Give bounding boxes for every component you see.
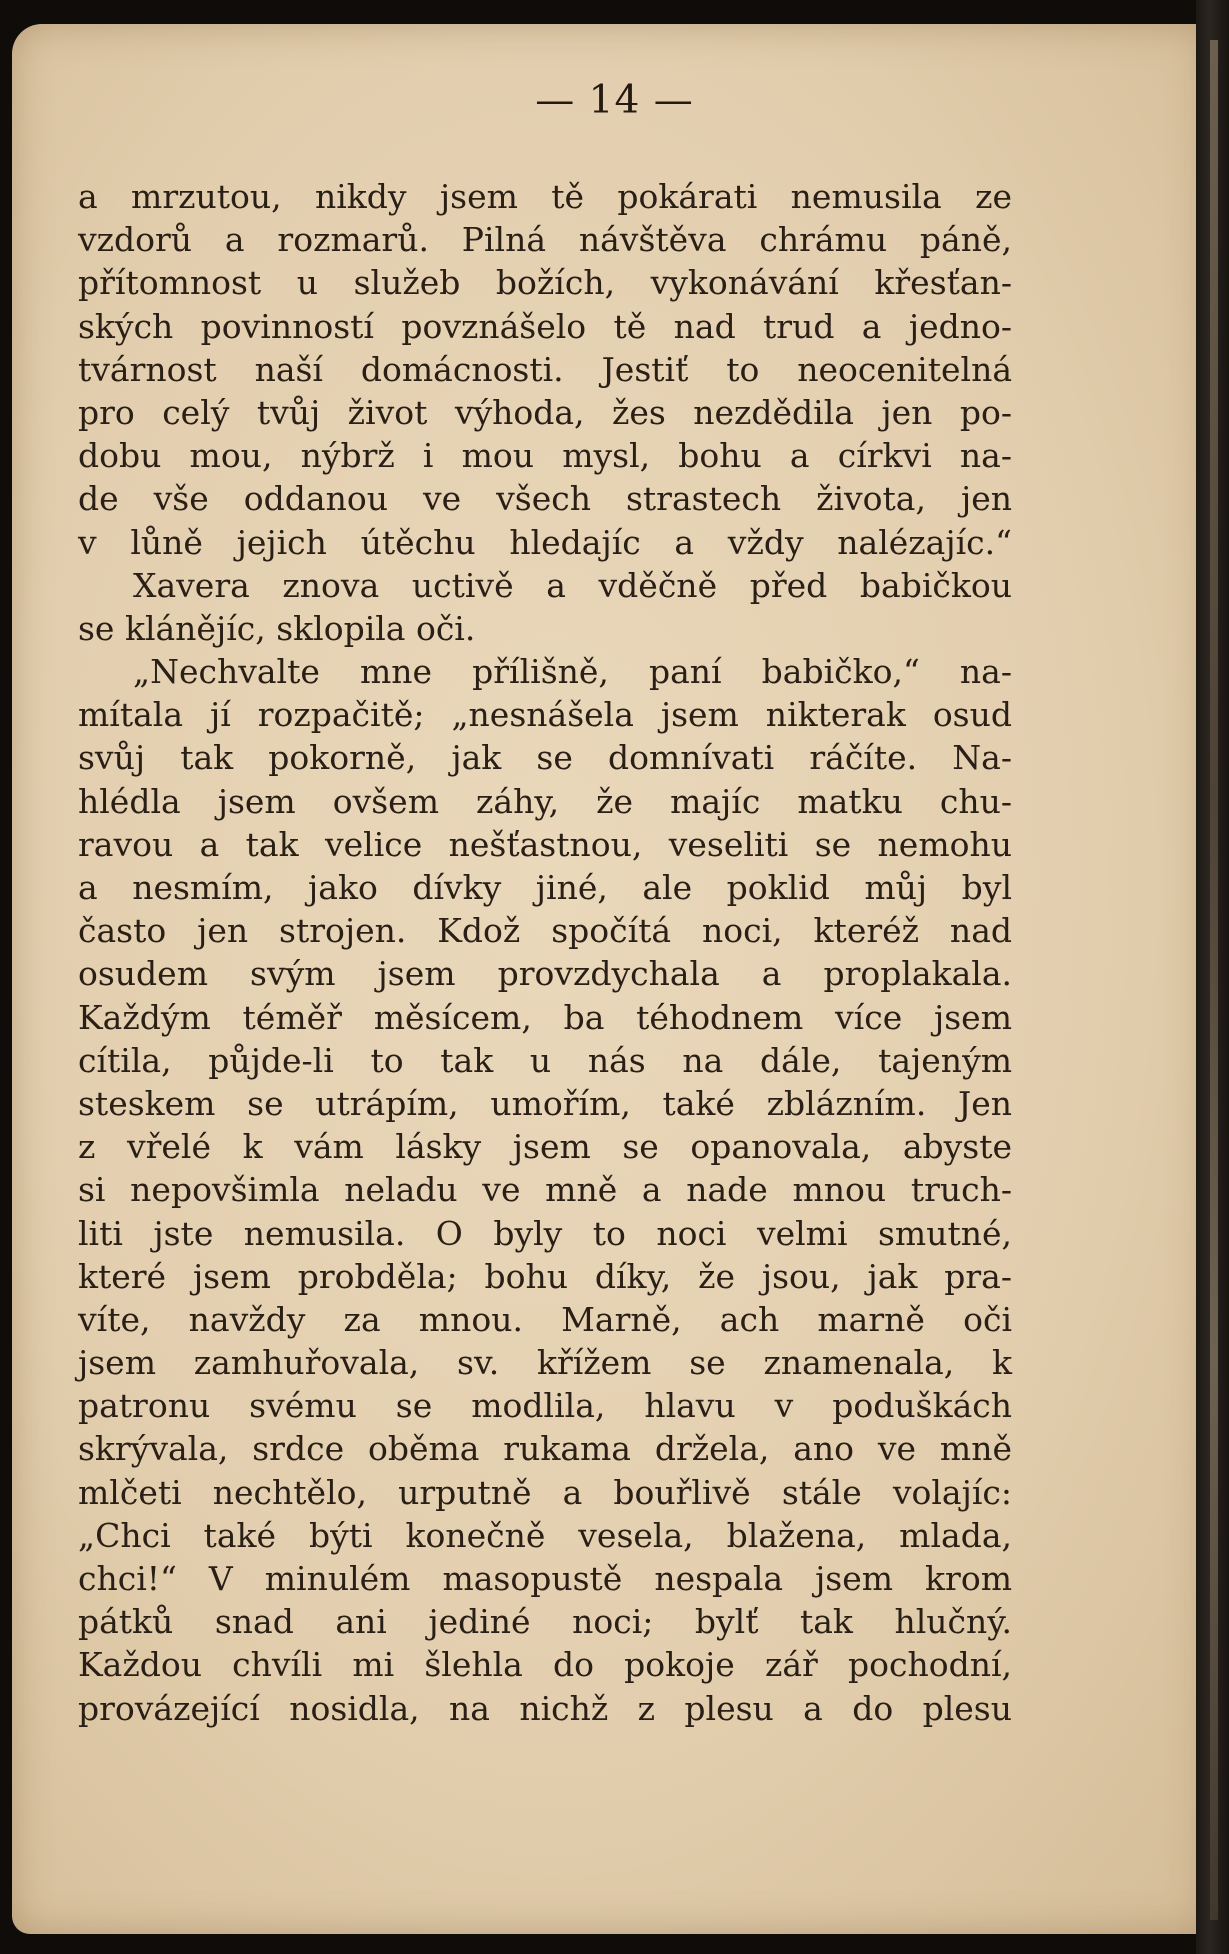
text-line: přítomnost u služeb božích, vykonávání křesťan- xyxy=(78,263,1012,303)
body-text xyxy=(78,175,1012,1730)
text-line: skrývala, srdce oběma rukama držela, ano ve mně xyxy=(78,1429,1012,1469)
text-line: cítila, půjde-li to tak u nás na dále, tajeným xyxy=(78,1040,1012,1080)
text-line: provázející nosidla, na nichž z plesu a do plesu xyxy=(78,1688,1012,1728)
text-line: které jsem probděla; bohu díky, že jsou, jak pra- xyxy=(78,1256,1012,1296)
text-line: víte, navždy za mnou. Marně, ach marně oči xyxy=(78,1299,1012,1339)
text-line: tvárnost naší domácnosti. Jestiť to neocenitelná xyxy=(78,349,1012,389)
text-line: mlčeti nechtělo, urputně a bouřlivě stále volajíc: xyxy=(78,1472,1012,1512)
text-line: pro celý tvůj život výhoda, žes nezdědila jen po- xyxy=(78,392,1012,432)
text-line: si nepovšimla neladu ve mně a nade mnou truch- xyxy=(78,1170,1012,1210)
text-line: a mrzutou, nikdy jsem tě pokárati nemusila ze xyxy=(78,177,1012,216)
text-line: liti jste nemusila. O byly to noci velmi smutné, xyxy=(78,1213,1012,1253)
text-line: „Nechvalte mne přílišně, paní babičko,“ na- xyxy=(133,652,1012,692)
text-line: často jen strojen. Kdož spočítá noci, kteréž nad xyxy=(78,911,1012,951)
text-line: a nesmím, jako dívky jiné, ale poklid můj byl xyxy=(78,868,1012,907)
text-line: ských povinností povznášelo tě nad trud a jedno- xyxy=(78,306,1012,346)
text-line: z vřelé k vám lásky jsem se opanovala, abyste xyxy=(78,1127,1012,1167)
text-line: svůj tak pokorně, jak se domnívati ráčíte. Na- xyxy=(78,738,1012,778)
text-line: mítala jí rozpačitě; „nesnášela jsem nikterak osud xyxy=(78,695,1012,735)
text-line: vzdorů a rozmarů. Pilná návštěva chrámu páně, xyxy=(78,220,1012,260)
text-line: Každým téměř měsícem, ba téhodnem více jsem xyxy=(78,997,1012,1037)
text-line: chci!“ V minulém masopustě nespala jsem krom xyxy=(78,1559,1012,1598)
text-line: dobu mou, nýbrž i mou mysl, bohu a církvi na- xyxy=(78,436,1012,476)
text-line: ravou a tak velice nešťastnou, veseliti se nemohu xyxy=(78,824,1012,864)
text-line: jsem zamhuřovala, sv. křížem se znamenala, k xyxy=(78,1343,1012,1383)
page-number: — 14 — xyxy=(535,78,694,123)
text-line: osudem svým jsem provzdychala a proplakala. xyxy=(78,954,1012,994)
text-line: pátků snad ani jediné noci; bylť tak hlučný. xyxy=(78,1602,1012,1642)
text-line: Xavera znova uctivě a vděčně před babičkou xyxy=(133,565,1012,605)
text-line: v lůně jejich útěchu hledajíc a vždy nalézajíc.“ xyxy=(78,522,1012,562)
text-line: de vše oddanou ve všech strastech života, jen xyxy=(78,479,1012,519)
text-line: Každou chvíli mi šlehla do pokoje zář pochodní, xyxy=(78,1645,1012,1685)
binding-thread xyxy=(1210,40,1218,1920)
text-line: se klánějíc, sklopila oči. xyxy=(78,608,476,648)
text-line: hlédla jsem ovšem záhy, že majíc matku chu- xyxy=(78,781,1012,821)
text-line: patronu svému se modlila, hlavu v poduškách xyxy=(78,1386,1012,1426)
text-line: „Chci také býti konečně vesela, blažena, mlada, xyxy=(78,1515,1012,1555)
text-line: steskem se utrápím, umořím, také zblázním. Jen xyxy=(78,1083,1012,1123)
